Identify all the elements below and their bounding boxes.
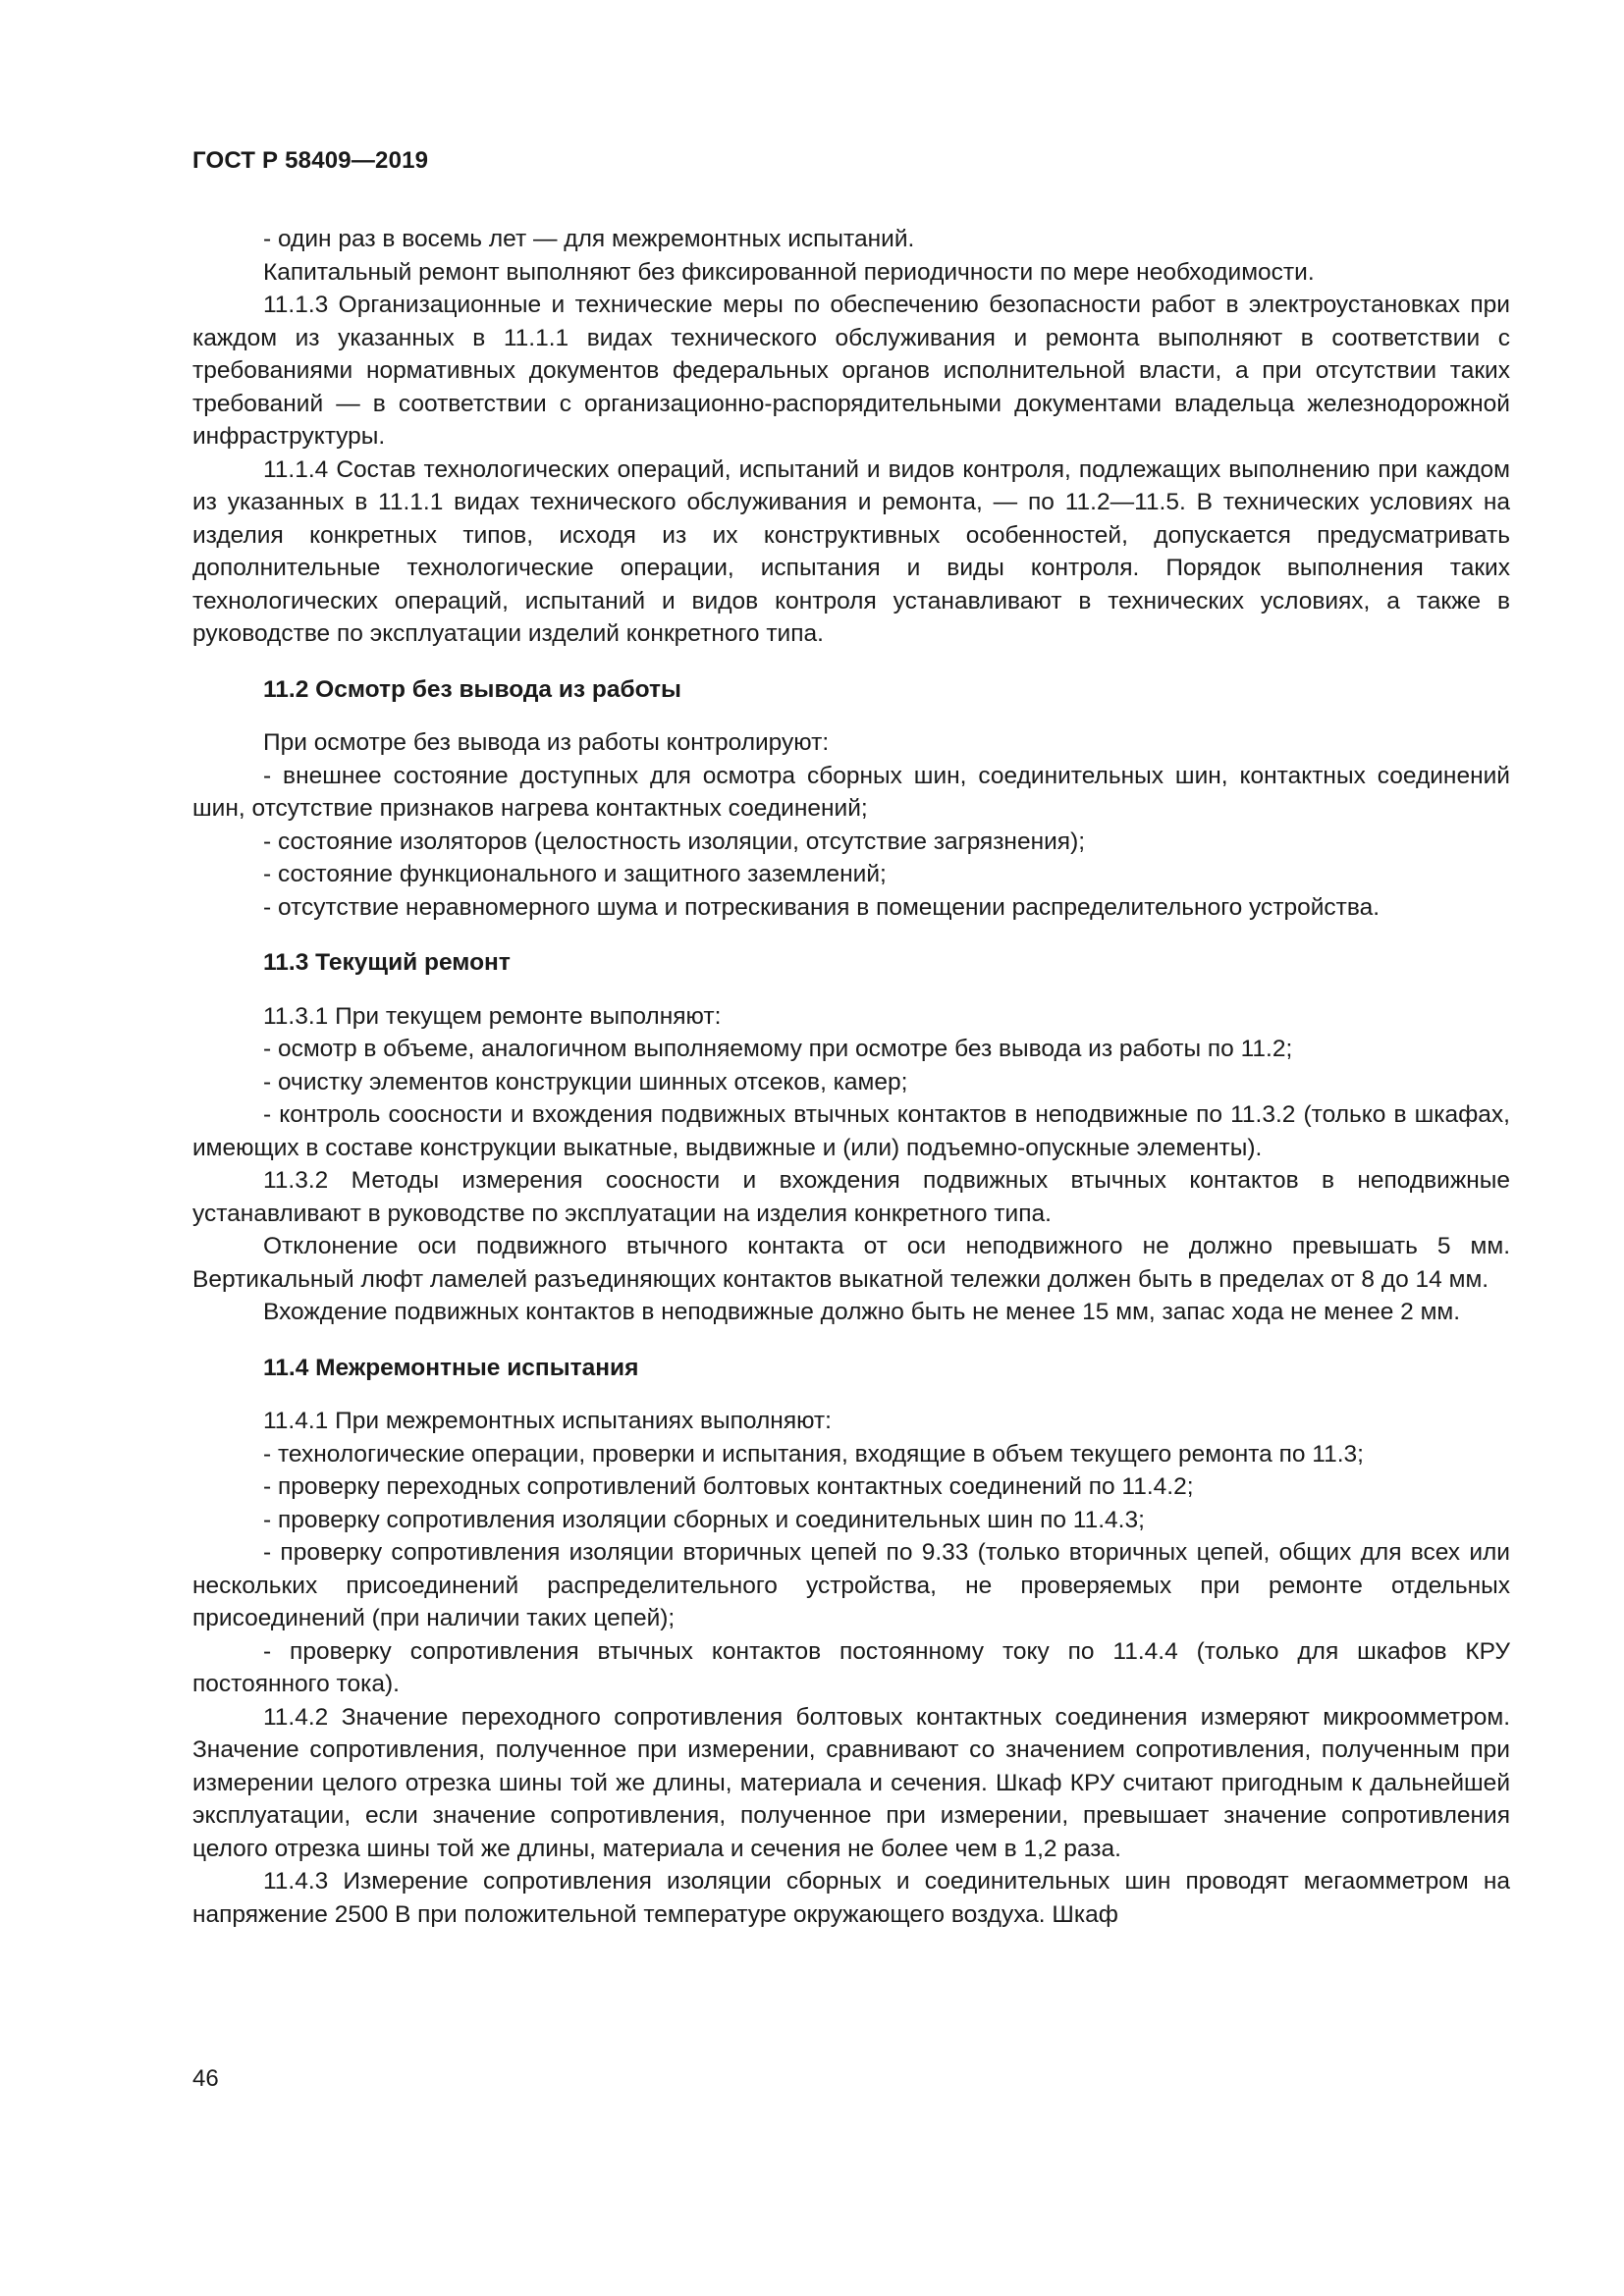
paragraph: 11.4.2 Значение переходного сопротивления болтовых контактных соединения измеряют микроомметром. Значение сопротивления, полученное при измерении, сравнивают со значением сопротивления, полученным при измерении целого отрезка шины той же длины, материала и сечения. Шкаф КРУ считают пригодным к дальнейшей эксплуатации, если значение сопротивления, полученное при измерении, превышает значение сопротивления целого отрезка шины той же длины, материала и сечения не более чем в 1,2 раза.	[192, 1703, 1510, 1862]
list-item: - отсутствие неравномерного шума и потрескивания в помещении распределительного устройства.	[263, 893, 1380, 921]
paragraph: 11.3.1 При текущем ремонте выполняют:	[263, 1002, 722, 1030]
list-item: - проверку сопротивления втычных контактов постоянному току по 11.4.4 (только для шкафов КРУ постоянного тока).	[192, 1637, 1510, 1697]
list-item: - проверку переходных сопротивлений болтовых контактных соединений по 11.4.2;	[263, 1473, 1194, 1500]
page-number: 46	[192, 2065, 219, 2092]
list-item: - контроль соосности и вхождения подвижных втычных контактов в неподвижные по 11.3.2 (только в шкафах, имеющих в составе конструкции выкатные, выдвижные и (или) подъемно-опускные элементы).	[192, 1101, 1510, 1161]
paragraph: - один раз в восемь лет — для межремонтных испытаний.	[263, 226, 915, 252]
paragraph: Отклонение оси подвижного втычного контакта от оси неподвижного не должно превышать 5 мм. Вертикальный люфт ламелей разъединяющих контактов выкатной тележки должен быть в пределах от 8 до 14 мм.	[192, 1233, 1510, 1293]
section-heading-11-3: 11.3 Текущий ремонт	[263, 949, 511, 976]
paragraph: Вхождение подвижных контактов в неподвижные должно быть не менее 15 мм, запас хода не менее 2 мм.	[263, 1299, 1461, 1325]
list-item: - проверку сопротивления изоляции сборных и соединительных шин по 11.4.3;	[263, 1506, 1145, 1533]
list-item: - технологические операции, проверки и испытания, входящие в объем текущего ремонта по 11.3;	[263, 1440, 1364, 1468]
list-item: - состояние функционального и защитного заземлений;	[263, 861, 887, 887]
paragraph: 11.1.3 Организационные и технические меры по обеспечению безопасности работ в электроустановках при каждом из указанных в 11.1.1 видах технического обслуживания и ремонта выполняют в соответствии с требованиями нормативных документов федеральных органов исполнительной власти, а при отсутствии таких требований — в соответствии с организационно-распорядительными документами владельца железнодорожной инфраструктуры.	[192, 292, 1510, 450]
paragraph: При осмотре без вывода из работы контролируют:	[263, 729, 830, 756]
paragraph: 11.4.1 При межремонтных испытаниях выполняют:	[263, 1408, 832, 1434]
paragraph: 11.1.4 Состав технологических операций, испытаний и видов контроля, подлежащих выполнению при каждом из указанных в 11.1.1 видах технического обслуживания и ремонта, — по 11.2—11.5. В технических условиях на изделия конкретных типов, исходя из их конструктивных особенностей, допускается предусматривать дополнительные технологические операции, испытания и виды контроля. Порядок выполнения таких технологических операций, испытаний и видов контроля устанавливают в технических условиях, а также в руководстве по эксплуатации изделий конкретного типа.	[192, 455, 1510, 647]
paragraph: 11.4.3 Измерение сопротивления изоляции сборных и соединительных шин проводят мегаомметром на напряжение 2500 В при положительной температуре окружающего воздуха. Шкаф	[192, 1868, 1510, 1928]
section-heading-11-4: 11.4 Межремонтные испытания	[263, 1354, 639, 1381]
section-heading-11-2: 11.2 Осмотр без вывода из работы	[263, 675, 681, 703]
document-body	[192, 223, 1510, 1931]
list-item: - осмотр в объеме, аналогичном выполняемому при осмотре без вывода из работы по 11.2;	[263, 1036, 1293, 1062]
paragraph: Капитальный ремонт выполняют без фиксированной периодичности по мере необходимости.	[263, 258, 1315, 286]
list-item: - очистку элементов конструкции шинных отсеков, камер;	[263, 1068, 908, 1095]
paragraph: 11.3.2 Методы измерения соосности и вхождения подвижных втычных контактов в неподвижные устанавливают в руководстве по эксплуатации на изделия конкретного типа.	[192, 1167, 1510, 1227]
document-header: ГОСТ Р 58409—2019	[192, 147, 429, 174]
list-item: - состояние изоляторов (целостность изоляции, отсутствие загрязнения);	[263, 828, 1086, 855]
list-item: - внешнее состояние доступных для осмотра сборных шин, соединительных шин, контактных соединений шин, отсутствие признаков нагрева контактных соединений;	[192, 762, 1510, 822]
list-item: - проверку сопротивления изоляции вторичных цепей по 9.33 (только вторичных цепей, общих для всех или нескольких присоединений распределительного устройства, не проверяемых при ремонте отдельных присоединений (при наличии таких цепей);	[192, 1539, 1510, 1631]
